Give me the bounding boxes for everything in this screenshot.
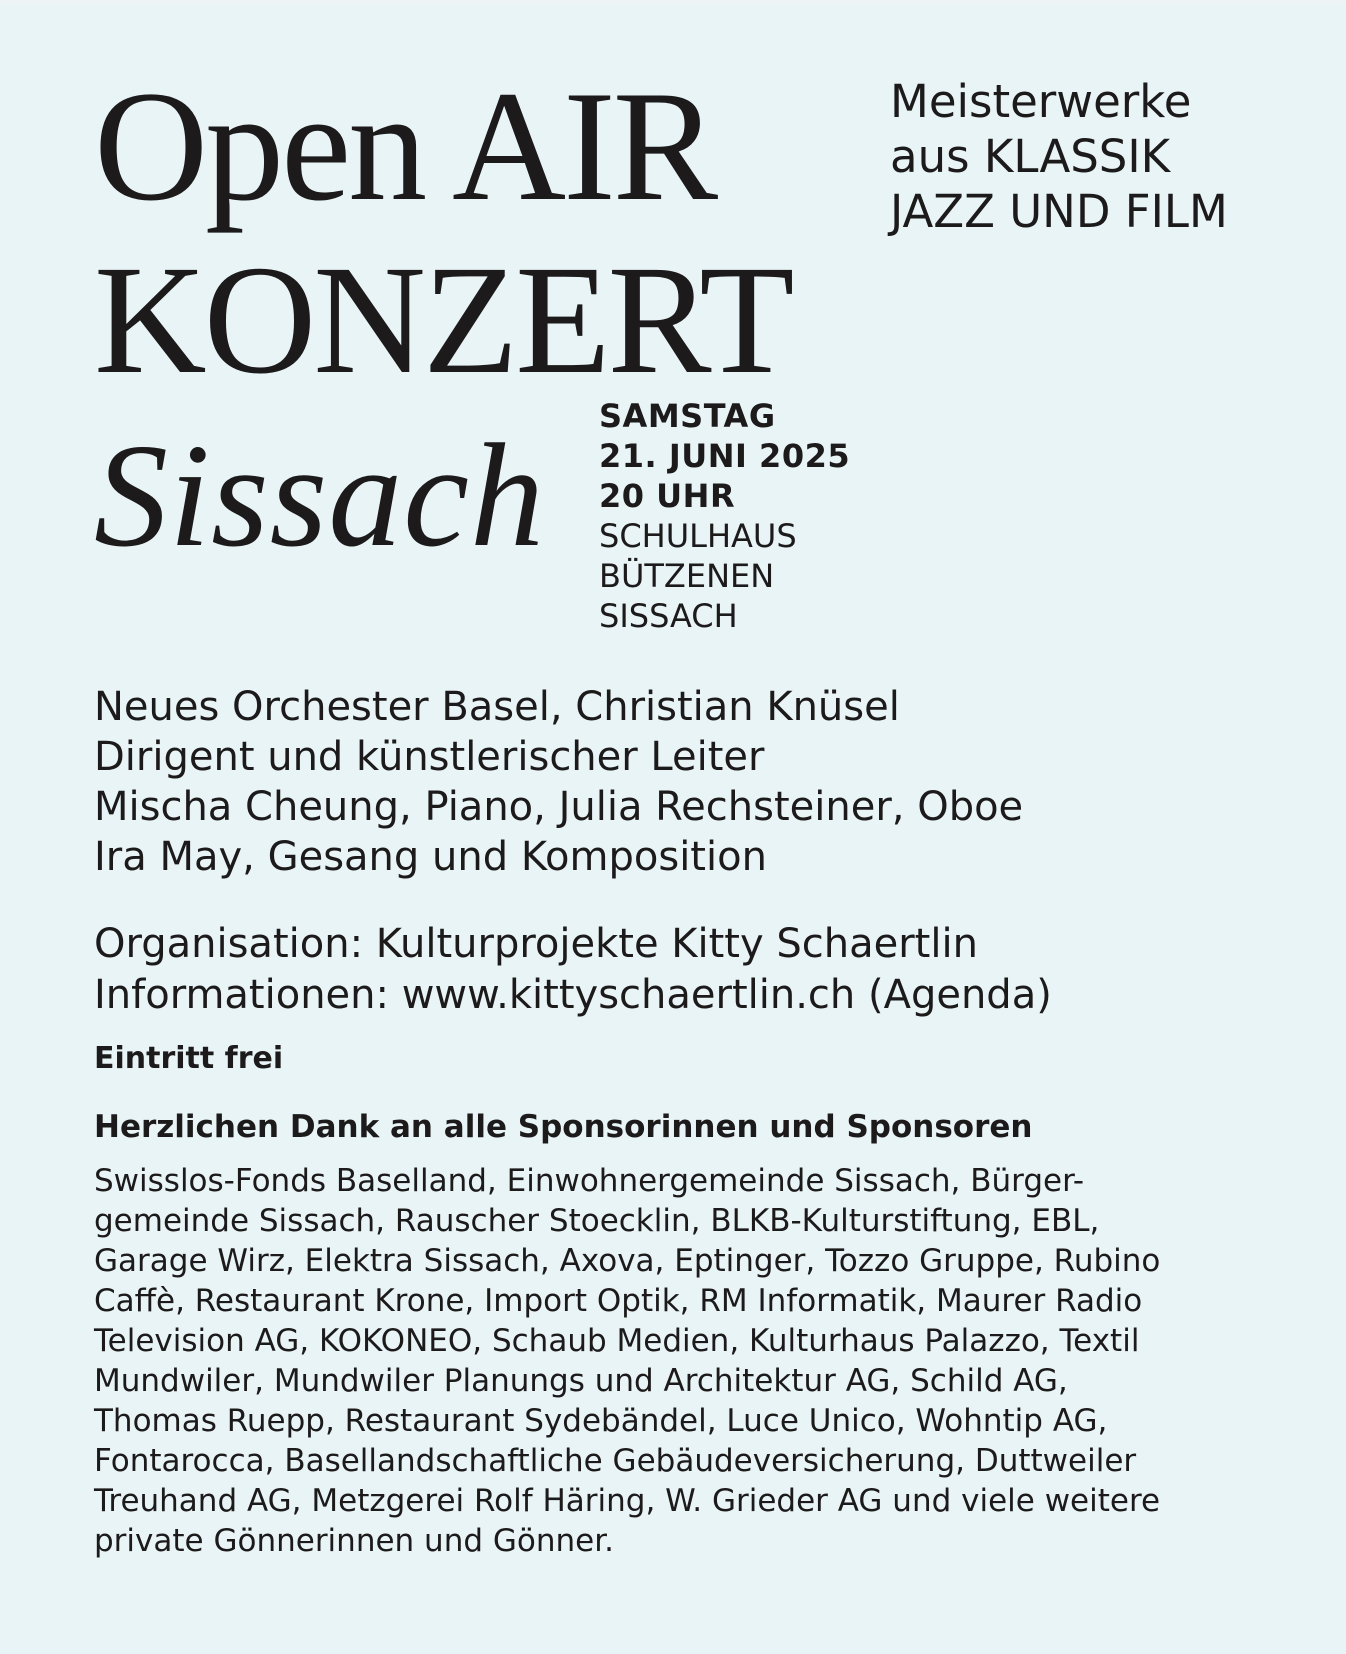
- event-time: 20 UHR: [599, 477, 736, 515]
- event-venue-line: BÜTZENEN: [599, 557, 775, 595]
- sponsors-line: Television AG, KOKONEO, Schaub Medien, Kulturhaus Palazzo, Textil: [94, 1323, 1140, 1359]
- sponsors-line: private Gönnerinnen und Gönner.: [94, 1523, 614, 1559]
- headline-sissach: Sissach: [94, 414, 545, 578]
- performer-line: Neues Orchester Basel, Christian Knüsel: [94, 684, 900, 730]
- entry-note: Eintritt frei: [94, 1041, 284, 1076]
- sponsors-line: gemeinde Sissach, Rauscher Stoecklin, BLKB-Kulturstiftung, EBL,: [94, 1203, 1100, 1239]
- sponsors-list: [94, 1161, 1160, 1561]
- performer-line: Mischa Cheung, Piano, Julia Rechsteiner, Oboe: [94, 784, 1024, 830]
- event-date: 21. JUNI 2025: [599, 437, 851, 475]
- poster: [0, 4, 1346, 1654]
- headline-konzert: KONZERT: [94, 233, 792, 406]
- event-venue-line: SCHULHAUS: [599, 517, 797, 555]
- sponsors-line: Caffè, Restaurant Krone, Import Optik, RM Informatik, Maurer Radio: [94, 1283, 1143, 1319]
- performer-line: Dirigent und künstlerischer Leiter: [94, 734, 765, 780]
- sponsors-line: Fontarocca, Basellandschaftliche Gebäudeversicherung, Duttweiler: [94, 1443, 1137, 1479]
- performers: [94, 682, 1023, 882]
- thanks-heading: Herzlichen Dank an alle Sponsorinnen und Sponsoren: [94, 1109, 1033, 1145]
- event-venue-line: SISSACH: [599, 597, 738, 635]
- tagline: [890, 74, 1228, 239]
- headline-open-air: Open AIR: [94, 59, 716, 234]
- organisation-line: Organisation: Kulturprojekte Kitty Schaertlin: [94, 921, 978, 967]
- sponsors-line: Swisslos-Fonds Baselland, Einwohnergemeinde Sissach, Bürger-: [94, 1163, 1085, 1199]
- tagline-line: JAZZ UND FILM: [890, 185, 1228, 238]
- event-day: SAMSTAG: [599, 397, 776, 435]
- performer-line: Ira May, Gesang und Komposition: [94, 834, 767, 880]
- organisation-info: [94, 919, 1052, 1021]
- sponsors-line: Thomas Ruepp, Restaurant Sydebändel, Luce Unico, Wohntip AG,: [94, 1403, 1108, 1439]
- sponsors-line: Garage Wirz, Elektra Sissach, Axova, Eptinger, Tozzo Gruppe, Rubino: [94, 1243, 1161, 1279]
- tagline-line: aus KLASSIK: [890, 130, 1171, 183]
- information-line: Informationen: www.kittyschaertlin.ch (Agenda): [94, 972, 1052, 1018]
- tagline-line: Meisterwerke: [890, 75, 1192, 128]
- sponsors-line: Mundwiler, Mundwiler Planungs und Architektur AG, Schild AG,: [94, 1363, 1068, 1399]
- event-details: [599, 396, 850, 636]
- sponsors-line: Treuhand AG, Metzgerei Rolf Häring, W. Grieder AG und viele weitere: [94, 1483, 1161, 1519]
